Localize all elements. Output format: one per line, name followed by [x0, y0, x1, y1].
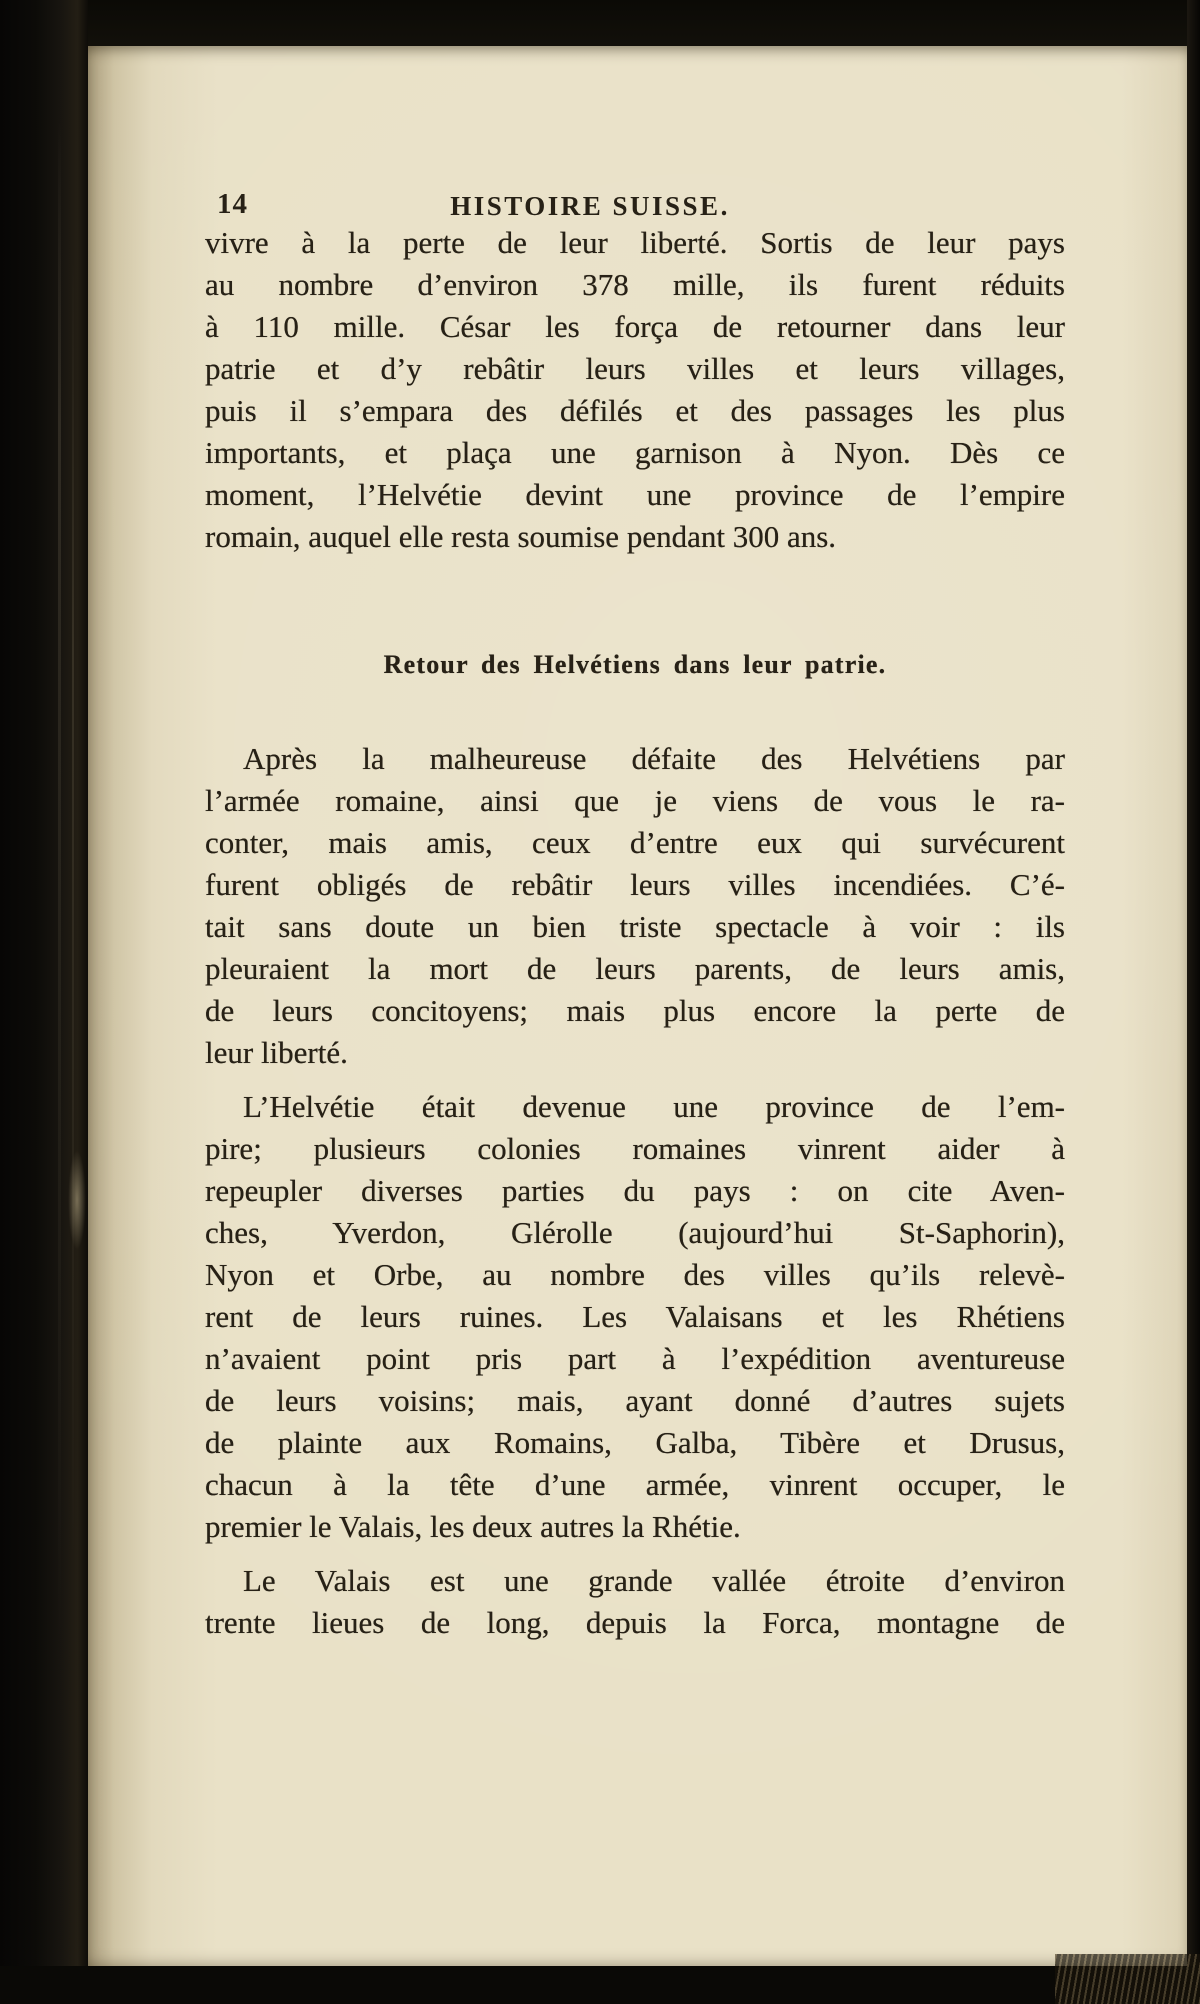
text-line: leur liberté. — [205, 1035, 348, 1070]
text-line: Le Valais est une grande vallée étroite d’environ — [243, 1563, 1065, 1598]
spine-highlight — [58, 120, 61, 1640]
text-line: furent obligés de rebâtir leurs villes incendiées. C’é- — [205, 867, 1065, 902]
text-line: chacun à la tête d’une armée, vinrent occuper, le — [205, 1467, 1065, 1502]
text-line: repeupler diverses parties du pays : on cite Aven- — [205, 1173, 1065, 1208]
running-title: HISTOIRE SUISSE. — [450, 191, 730, 221]
text-line: moment, l’Helvétie devint une province de l’empire — [205, 477, 1065, 512]
text-line: de leurs voisins; mais, ayant donné d’autres sujets — [205, 1383, 1065, 1418]
text-line: à 110 mille. César les força de retourner dans leur — [205, 309, 1065, 344]
text-line: rent de leurs ruines. Les Valaisans et les Rhétiens — [205, 1299, 1065, 1334]
text-line: Après la malheureuse défaite des Helvétiens par — [243, 741, 1065, 776]
section-heading: Retour des Helvétiens dans leur patrie. — [383, 650, 887, 679]
text-line: l’armée romaine, ainsi que je viens de vous le ra- — [205, 783, 1065, 818]
text-line: Nyon et Orbe, au nombre des villes qu’ils relevè- — [205, 1257, 1065, 1292]
book-corner-texture — [1055, 1954, 1200, 2004]
text-line: romain, auquel elle resta soumise pendant 300 ans. — [205, 519, 837, 554]
text-line: importants, et plaça une garnison à Nyon. Dès ce — [205, 435, 1065, 470]
text-line: patrie et d’y rebâtir leurs villes et leurs villages, — [205, 351, 1065, 386]
text-line: au nombre d’environ 378 mille, ils furent réduits — [205, 267, 1065, 302]
book-edge-top — [0, 0, 1200, 46]
text-line: L’Helvétie était devenue une province de l’em- — [243, 1089, 1065, 1124]
text-line: n’avaient point pris part à l’expédition aventureuse — [205, 1341, 1065, 1376]
paragraph — [205, 738, 1065, 1074]
text-line: de plainte aux Romains, Galba, Tibère et Drusus, — [205, 1425, 1065, 1460]
paragraph — [205, 1086, 1065, 1548]
page-number: 14 — [217, 188, 248, 220]
page-body — [205, 222, 1065, 1644]
book-edge-bottom — [0, 1966, 1200, 2004]
spine-highlight — [72, 260, 74, 1560]
text-line: vivre à la perte de leur liberté. Sortis de leur pays — [205, 225, 1065, 260]
text-line: pire; plusieurs colonies romaines vinrent aider à — [205, 1131, 1065, 1166]
page-header — [205, 186, 1065, 224]
book-spine — [0, 0, 88, 2004]
text-line: premier le Valais, les deux autres la Rhétie. — [205, 1509, 741, 1544]
text-line: ches, Yverdon, Glérolle (aujourd’hui St-Saphorin), — [205, 1215, 1065, 1250]
paragraph — [205, 1560, 1065, 1644]
text-line: puis il s’empara des défilés et des passages les plus — [205, 393, 1065, 428]
text-line: tait sans doute un bien triste spectacle à voir : ils — [205, 909, 1065, 944]
text-line: conter, mais amis, ceux d’entre eux qui survécurent — [205, 825, 1065, 860]
paragraph — [205, 222, 1065, 558]
text-line: pleuraient la mort de leurs parents, de leurs amis, — [205, 951, 1065, 986]
text-line: trente lieues de long, depuis la Forca, montagne de — [205, 1605, 1065, 1640]
book-edge-right — [1187, 0, 1200, 2004]
book-page — [88, 46, 1188, 1968]
spine-blotch — [68, 1150, 86, 1250]
text-line: de leurs concitoyens; mais plus encore la perte de — [205, 993, 1065, 1028]
